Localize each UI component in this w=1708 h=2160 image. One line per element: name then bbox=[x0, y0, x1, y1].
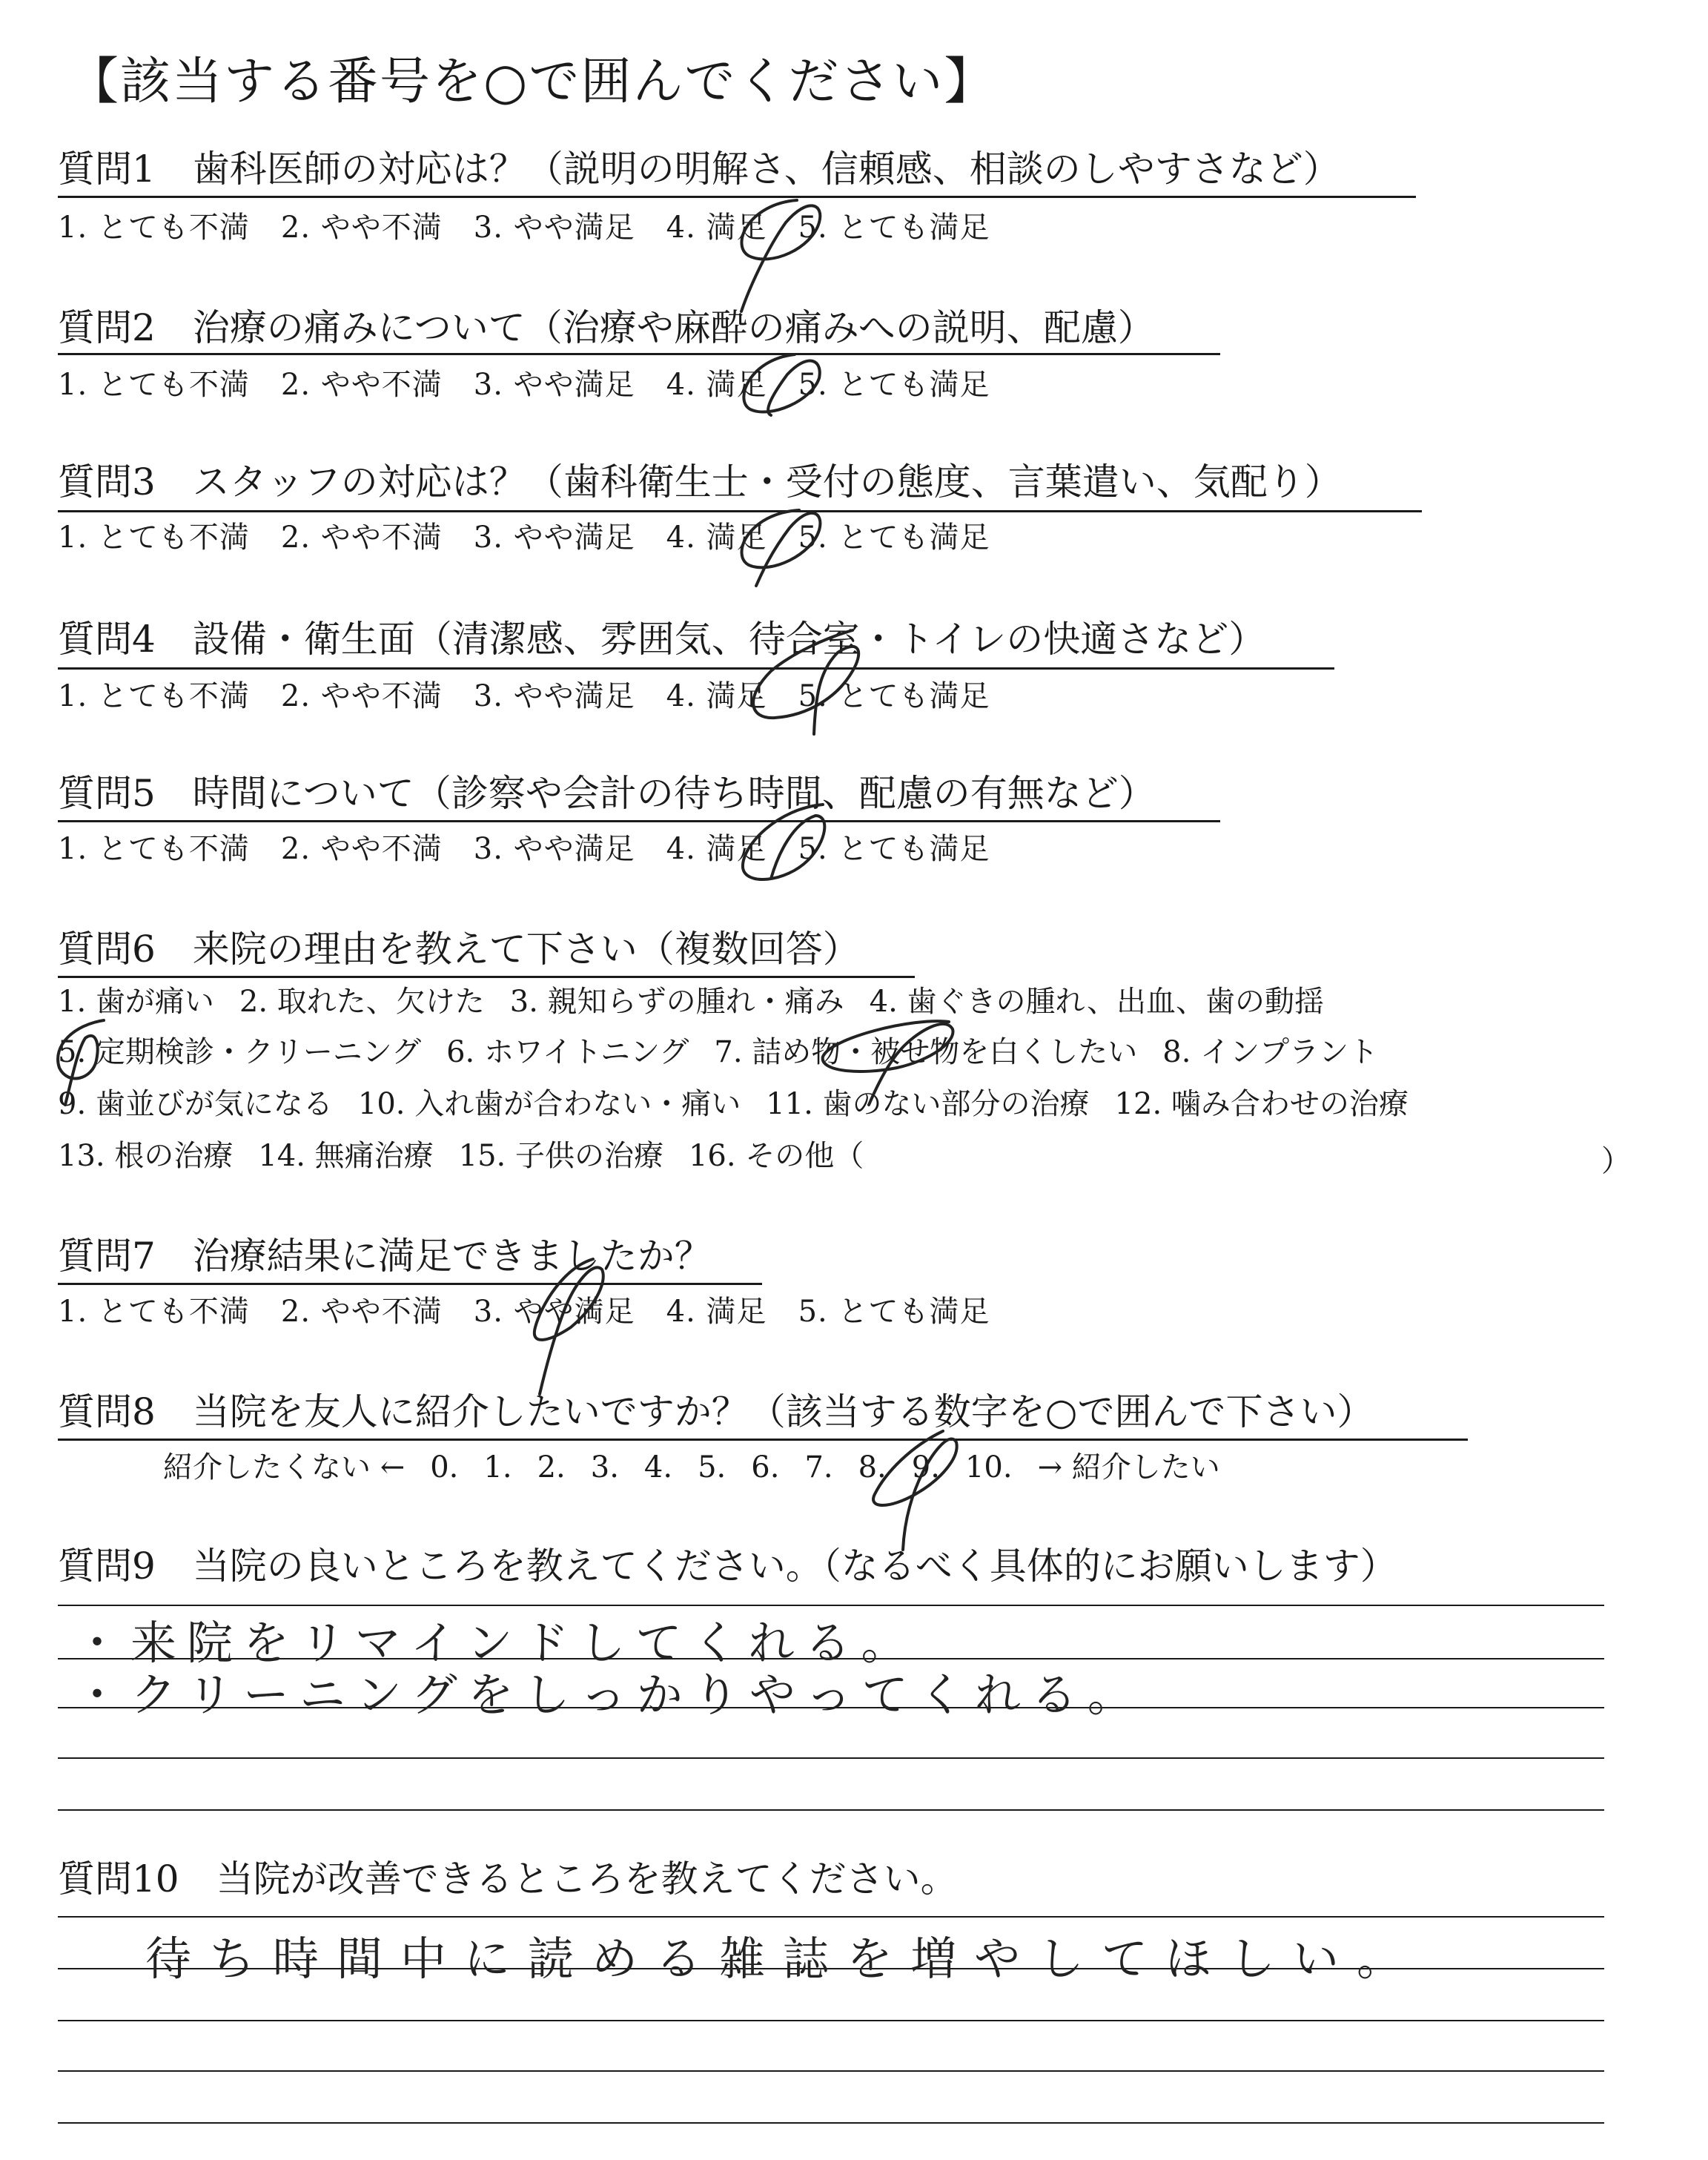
q3-option-1[interactable]: 1. とても不満 bbox=[58, 521, 250, 555]
scale-9[interactable]: 9. bbox=[911, 1450, 940, 1484]
scale-8[interactable]: 8. bbox=[858, 1450, 887, 1484]
q4-option-2[interactable]: 2. やや不満 bbox=[280, 679, 443, 713]
q4-option-3[interactable]: 3. やや満足 bbox=[473, 679, 635, 713]
q5-option-2[interactable]: 2. やや不満 bbox=[280, 832, 443, 866]
reason-other-close-paren: ） bbox=[1601, 1144, 1631, 1178]
q5-option-1[interactable]: 1. とても不満 bbox=[58, 832, 250, 866]
reason-4[interactable]: 4. 歯ぐきの腫れ、出血、歯の動揺 bbox=[869, 985, 1324, 1019]
question-8-label: 質問8 当院を友人に紹介したいですか？（該当する数字を○で囲んで下さい） bbox=[58, 1390, 1374, 1433]
q7-option-1[interactable]: 1. とても不満 bbox=[58, 1295, 250, 1329]
q4-option-4[interactable]: 4. 満足 bbox=[666, 679, 767, 713]
scale-left-label: 紹介したくない ← bbox=[163, 1450, 406, 1484]
q3-option-4[interactable]: 4. 満足 bbox=[666, 521, 767, 555]
reason-9[interactable]: 9. 歯並びが気になる bbox=[58, 1087, 333, 1121]
question-3-label: 質問3 スタッフの対応は？（歯科衛生士・受付の態度、言葉遣い、気配り） bbox=[58, 460, 1342, 503]
reason-6[interactable]: 6. ホワイトニング bbox=[446, 1035, 689, 1069]
scale-4[interactable]: 4. bbox=[643, 1450, 673, 1484]
question-4-underline bbox=[58, 667, 1334, 670]
question-6-label: 質問6 来院の理由を教えて下さい（複数回答） bbox=[58, 928, 860, 971]
question-8-scale bbox=[163, 1449, 1245, 1486]
question-8-underline bbox=[58, 1439, 1468, 1441]
question-5-underline bbox=[58, 820, 1220, 822]
question-6-row-2 bbox=[58, 1034, 1403, 1071]
q10-answer-line-5 bbox=[58, 2122, 1604, 2124]
question-1-underline bbox=[58, 196, 1416, 198]
q7-option-5[interactable]: 5. とても満足 bbox=[798, 1295, 990, 1329]
reason-16[interactable]: 16. その他（ bbox=[688, 1139, 864, 1173]
question-7-underline bbox=[58, 1283, 762, 1285]
question-1-label: 質問1 歯科医師の対応は？（説明の明解さ、信頼感、相談のしやすさなど） bbox=[58, 148, 1340, 191]
reason-2[interactable]: 2. 取れた、欠けた bbox=[239, 985, 485, 1019]
scale-3[interactable]: 3. bbox=[590, 1450, 619, 1484]
question-3-underline bbox=[58, 510, 1422, 512]
scale-1[interactable]: 1. bbox=[483, 1450, 512, 1484]
reason-10[interactable]: 10. 入れ歯が合わない・痛い bbox=[357, 1087, 741, 1121]
question-3-options bbox=[58, 519, 1021, 556]
scale-10[interactable]: 10. bbox=[964, 1450, 1013, 1484]
q9-answer-line-5 bbox=[58, 1809, 1604, 1811]
question-2-options bbox=[58, 366, 1021, 403]
question-7-label: 質問7 治療結果に満足できましたか？ bbox=[58, 1235, 712, 1278]
q9-handwritten-answer-1[interactable]: ・来院をリマインドしてくれる。 bbox=[74, 1616, 918, 1670]
question-7-options bbox=[58, 1293, 1021, 1330]
q3-option-3[interactable]: 3. やや満足 bbox=[473, 521, 635, 555]
q7-option-2[interactable]: 2. やや不満 bbox=[280, 1295, 443, 1329]
q7-option-3[interactable]: 3. やや満足 bbox=[473, 1295, 635, 1329]
q9-handwritten-answer-2[interactable]: ・クリーニングをしっかりやってくれる。 bbox=[74, 1668, 1144, 1722]
q3-option-2[interactable]: 2. やや不満 bbox=[280, 521, 443, 555]
q1-option-2[interactable]: 2. やや不満 bbox=[280, 211, 443, 245]
q2-option-2[interactable]: 2. やや不満 bbox=[280, 368, 443, 402]
question-4-options bbox=[58, 678, 1021, 715]
form-title: 【該当する番号を○で囲んでください】 bbox=[68, 53, 996, 111]
scale-0[interactable]: 0. bbox=[430, 1450, 459, 1484]
q7-option-4[interactable]: 4. 満足 bbox=[666, 1295, 767, 1329]
q4-option-1[interactable]: 1. とても不満 bbox=[58, 679, 250, 713]
reason-8[interactable]: 8. インプラント bbox=[1162, 1035, 1379, 1069]
question-10-label: 質問10 当院が改善できるところを教えてください。 bbox=[58, 1857, 958, 1900]
reason-3[interactable]: 3. 親知らずの腫れ・痛み bbox=[509, 985, 844, 1019]
q1-option-4[interactable]: 4. 満足 bbox=[666, 211, 767, 245]
reason-15[interactable]: 15. 子供の治療 bbox=[458, 1139, 663, 1173]
reason-1[interactable]: 1. 歯が痛い bbox=[58, 985, 214, 1019]
question-6-row-3 bbox=[58, 1086, 1434, 1123]
q2-option-1[interactable]: 1. とても不満 bbox=[58, 368, 250, 402]
question-2-underline bbox=[58, 353, 1220, 355]
scale-2[interactable]: 2. bbox=[537, 1450, 566, 1484]
q1-option-3[interactable]: 3. やや満足 bbox=[473, 211, 635, 245]
q2-option-5[interactable]: 5. とても満足 bbox=[798, 368, 990, 402]
q10-answer-line-4 bbox=[58, 2070, 1604, 2072]
q10-answer-line-1 bbox=[58, 1916, 1604, 1918]
reason-12[interactable]: 12. 噛み合わせの治療 bbox=[1114, 1087, 1409, 1121]
q1-option-5[interactable]: 5. とても満足 bbox=[798, 211, 990, 245]
question-4-label: 質問4 設備・衛生面（清潔感、雰囲気、待合室・トイレの快適さなど） bbox=[58, 618, 1266, 661]
reason-11[interactable]: 11. 歯のない部分の治療 bbox=[766, 1087, 1090, 1121]
reason-7[interactable]: 7. 詰め物・被せ物を白くしたい bbox=[714, 1035, 1138, 1069]
reason-13[interactable]: 13. 根の治療 bbox=[58, 1139, 234, 1173]
q3-option-5[interactable]: 5. とても満足 bbox=[798, 521, 990, 555]
question-6-row-4 bbox=[58, 1137, 889, 1175]
question-5-label: 質問5 時間について（診察や会計の待ち時間、配慮の有無など） bbox=[58, 772, 1156, 815]
q9-answer-line-4 bbox=[58, 1757, 1604, 1759]
question-9-label: 質問9 当院の良いところを教えてください。（なるべく具体的にお願いします） bbox=[58, 1545, 1397, 1588]
scale-right-label: → 紹介したい bbox=[1037, 1450, 1220, 1484]
question-1-options bbox=[58, 209, 1021, 246]
q2-option-4[interactable]: 4. 満足 bbox=[666, 368, 767, 402]
q5-option-5[interactable]: 5. とても満足 bbox=[798, 832, 990, 866]
reason-5[interactable]: 5. 定期検診・クリーニング bbox=[58, 1035, 422, 1069]
q10-handwritten-answer[interactable]: 待ち時間中に読める雑誌を増やしてほしい。 bbox=[145, 1932, 1421, 1986]
q5-option-4[interactable]: 4. 満足 bbox=[666, 832, 767, 866]
q4-option-5[interactable]: 5. とても満足 bbox=[798, 679, 990, 713]
question-5-options bbox=[58, 830, 1021, 868]
question-6-underline bbox=[58, 976, 915, 978]
q5-option-3[interactable]: 3. やや満足 bbox=[473, 832, 635, 866]
scale-7[interactable]: 7. bbox=[804, 1450, 833, 1484]
question-6-row-1 bbox=[58, 983, 1349, 1020]
scale-5[interactable]: 5. bbox=[698, 1450, 726, 1484]
q1-option-1[interactable]: 1. とても不満 bbox=[58, 211, 250, 245]
q10-answer-line-3 bbox=[58, 2020, 1604, 2021]
question-2-label: 質問2 治療の痛みについて（治療や麻酔の痛みへの説明、配慮） bbox=[58, 306, 1155, 349]
reason-14[interactable]: 14. 無痛治療 bbox=[258, 1139, 434, 1173]
scale-6[interactable]: 6. bbox=[751, 1450, 780, 1484]
q2-option-3[interactable]: 3. やや満足 bbox=[473, 368, 635, 402]
